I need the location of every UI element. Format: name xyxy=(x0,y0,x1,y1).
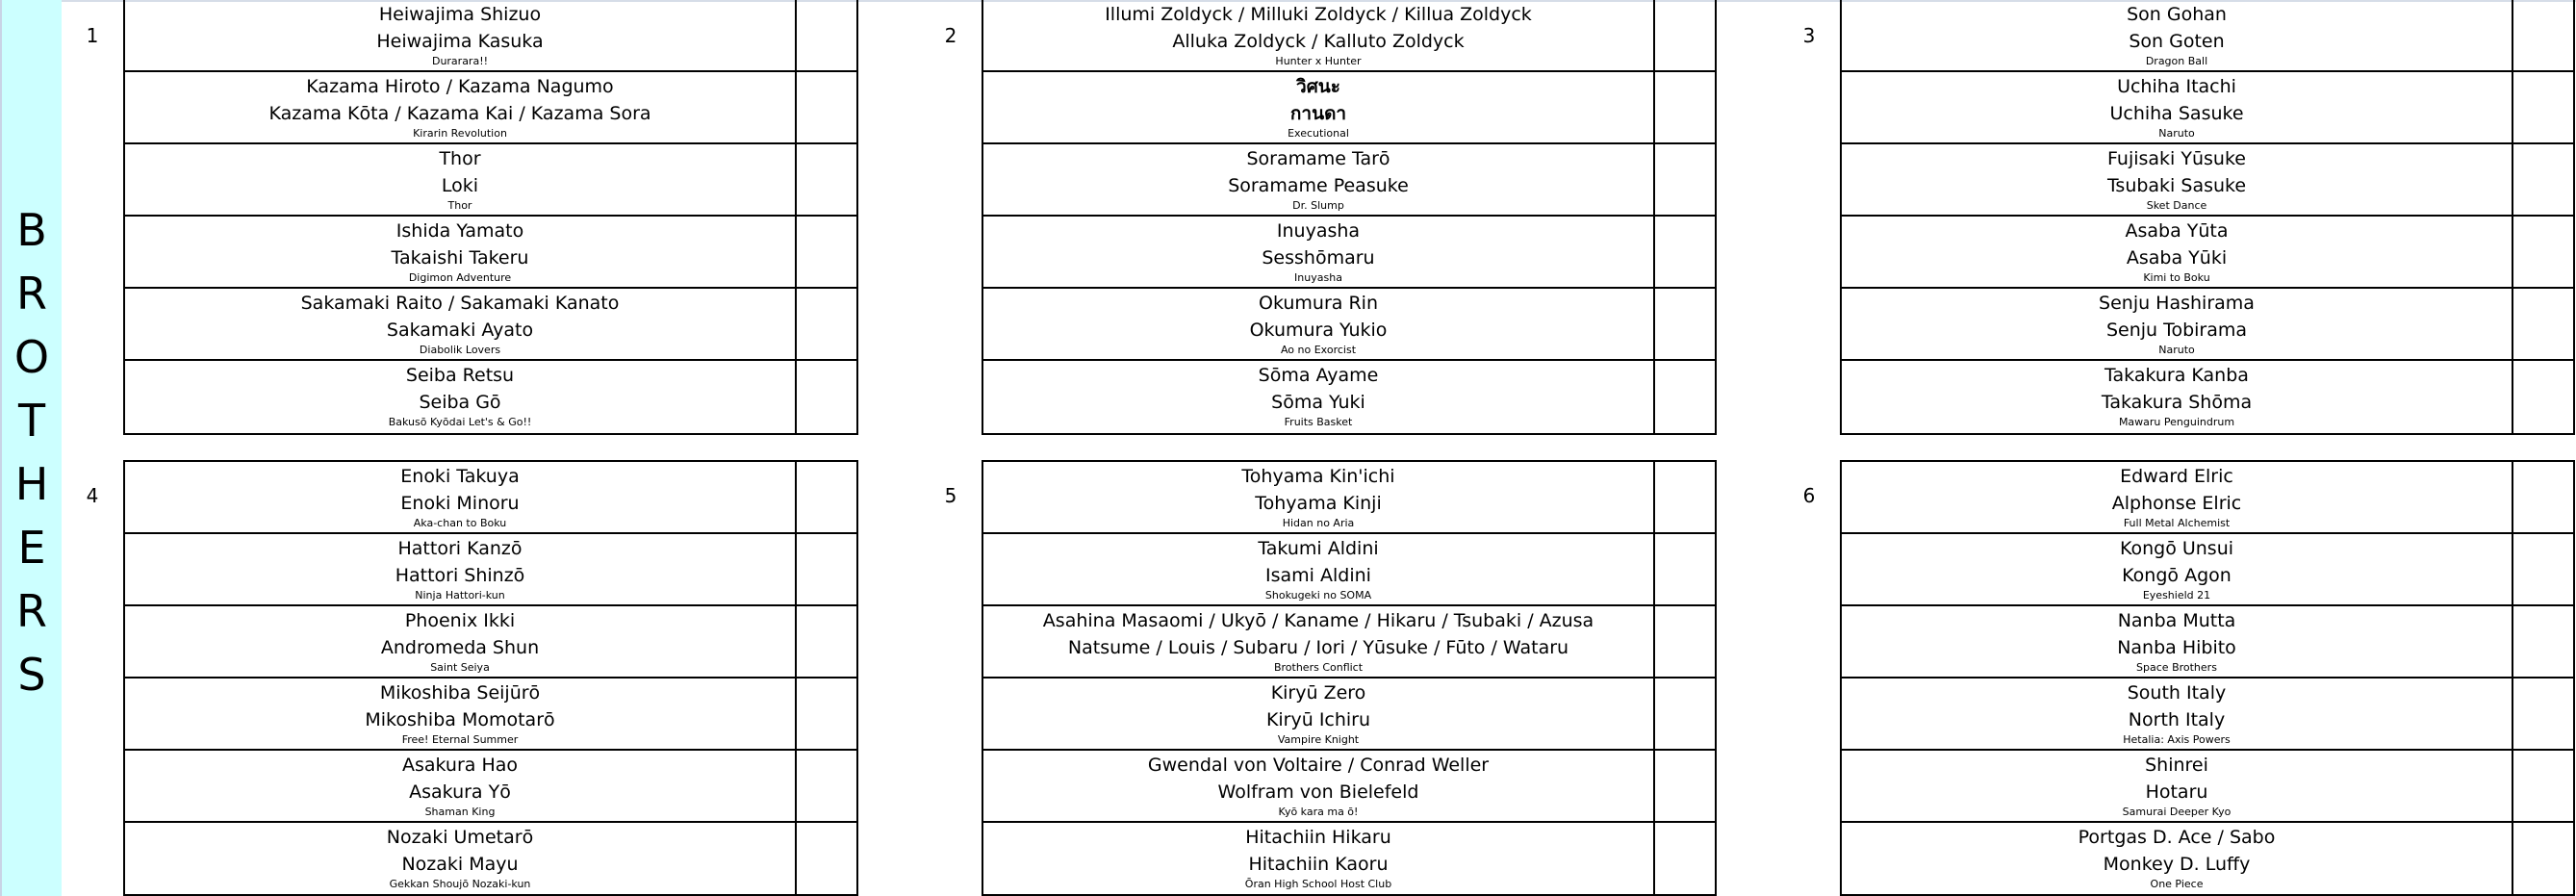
table-row xyxy=(983,72,1715,144)
character-name: Seiba Retsu xyxy=(405,365,515,386)
names-cell xyxy=(1842,217,2513,287)
character-name: Kiryū Zero xyxy=(1270,682,1366,704)
character-name: Son Gohan xyxy=(2127,4,2227,25)
names-cell xyxy=(1842,0,2513,70)
names-cell xyxy=(125,72,797,142)
table-row xyxy=(983,144,1715,217)
table-row xyxy=(125,217,856,289)
series-title: Saint Seiya xyxy=(430,661,490,674)
block-number: 3 xyxy=(1802,24,1816,47)
empty-cell[interactable] xyxy=(2513,0,2573,70)
table-row xyxy=(1842,534,2573,606)
table-row xyxy=(1842,144,2573,217)
series-title: Shaman King xyxy=(424,806,496,818)
character-name: Gwendal von Voltaire / Conrad Weller xyxy=(1147,755,1490,776)
empty-cell[interactable] xyxy=(1655,361,1715,433)
series-title: Ninja Hattori-kun xyxy=(415,589,505,602)
character-name: Uchiha Itachi xyxy=(2117,76,2236,97)
character-name: Nanba Hibito xyxy=(2117,637,2236,658)
series-title: Space Brothers xyxy=(2136,661,2217,674)
table-row xyxy=(125,462,856,534)
table-row xyxy=(983,606,1715,678)
table-row xyxy=(1842,462,2573,534)
series-title: Naruto xyxy=(2158,127,2195,140)
table-row xyxy=(1842,751,2573,823)
names-cell xyxy=(1842,751,2513,821)
character-name: Takakura Shōma xyxy=(2101,392,2253,413)
character-name: Andromeda Shun xyxy=(380,637,540,658)
character-name: Mikoshiba Momotarō xyxy=(365,709,555,730)
series-title: Mawaru Penguindrum xyxy=(2118,416,2235,428)
series-title: Ōran High School Host Club xyxy=(1244,878,1392,890)
series-title: Durarara!! xyxy=(431,55,489,67)
empty-cell[interactable] xyxy=(2513,462,2573,532)
character-name: Uchiha Sasuke xyxy=(2109,103,2244,124)
block-number: 2 xyxy=(944,24,957,47)
character-name: Takumi Aldini xyxy=(1258,538,1379,559)
character-name: Wolfram von Bielefeld xyxy=(1217,781,1419,803)
character-name: Alphonse Elric xyxy=(2111,493,2242,514)
side-title xyxy=(2,198,62,706)
title-letter: H xyxy=(14,458,49,510)
empty-cell[interactable] xyxy=(2513,144,2573,215)
series-title: Aka-chan to Boku xyxy=(413,517,507,529)
character-name: Loki xyxy=(441,175,479,196)
brothers-table-4 xyxy=(123,460,858,896)
names-cell xyxy=(983,678,1655,749)
character-name: Asaba Yūta xyxy=(2125,220,2229,242)
character-name: Heiwajima Kasuka xyxy=(376,31,544,52)
series-title: Hetalia: Axis Powers xyxy=(2123,733,2231,746)
block-number: 6 xyxy=(1802,484,1816,507)
character-name: Natsume / Louis / Subaru / Iori / Yūsuke / Fūto / Wataru xyxy=(1067,637,1569,658)
brothers-table-2 xyxy=(982,0,1717,435)
empty-cell[interactable] xyxy=(797,0,856,70)
empty-cell[interactable] xyxy=(797,144,856,215)
series-title: Sket Dance xyxy=(2146,199,2207,212)
empty-cell[interactable] xyxy=(1655,289,1715,359)
character-name: Fujisaki Yūsuke xyxy=(2107,148,2246,169)
character-name: Inuyasha xyxy=(1276,220,1361,242)
series-title: Kirarin Revolution xyxy=(413,127,507,140)
character-name: Kiryū Ichiru xyxy=(1265,709,1371,730)
names-cell xyxy=(125,144,797,215)
empty-cell[interactable] xyxy=(797,289,856,359)
names-cell xyxy=(1842,606,2513,677)
series-title: Inuyasha xyxy=(1294,271,1342,284)
empty-cell[interactable] xyxy=(1655,217,1715,287)
character-name: Nozaki Mayu xyxy=(401,854,519,875)
empty-cell[interactable] xyxy=(1655,606,1715,677)
names-cell xyxy=(125,606,797,677)
title-letter: S xyxy=(17,649,46,701)
empty-cell[interactable] xyxy=(2513,534,2573,604)
character-name: Kazama Hiroto / Kazama Nagumo xyxy=(306,76,614,97)
series-title: Gekkan Shoujō Nozaki-kun xyxy=(389,878,531,890)
character-name: Hitachiin Kaoru xyxy=(1248,854,1389,875)
names-cell xyxy=(125,217,797,287)
character-name: Portgas D. Ace / Sabo xyxy=(2078,827,2276,848)
series-title: Ao no Exorcist xyxy=(1280,344,1357,356)
title-letter: T xyxy=(17,395,46,447)
side-title-band xyxy=(0,0,62,896)
empty-cell[interactable] xyxy=(1655,72,1715,142)
series-title: Kyō kara ma ō! xyxy=(1278,806,1359,818)
series-title: Bakusō Kyōdai Let's & Go!! xyxy=(388,416,532,428)
empty-cell[interactable] xyxy=(2513,217,2573,287)
series-title: Kimi to Boku xyxy=(2143,271,2210,284)
character-name: Hotaru xyxy=(2145,781,2208,803)
character-name: Enoki Minoru xyxy=(400,493,520,514)
character-name: Illumi Zoldyck / Milluki Zoldyck / Killua Zoldyck xyxy=(1105,4,1532,25)
empty-cell[interactable] xyxy=(797,72,856,142)
table-row xyxy=(983,0,1715,72)
title-letter: B xyxy=(16,204,47,256)
character-name: Kongō Unsui xyxy=(2119,538,2234,559)
series-title: Executional xyxy=(1288,127,1349,140)
empty-cell[interactable] xyxy=(1655,462,1715,532)
character-name: Son Goten xyxy=(2129,31,2225,52)
title-letter: E xyxy=(17,522,46,574)
empty-cell[interactable] xyxy=(1655,823,1715,895)
character-name: Sakamaki Ayato xyxy=(386,320,534,341)
character-name: Takakura Kanba xyxy=(2104,365,2249,386)
empty-cell[interactable] xyxy=(2513,678,2573,749)
table-row xyxy=(1842,823,2573,895)
character-name: Kongō Agon xyxy=(2122,565,2232,586)
series-title: Dragon Ball xyxy=(2145,55,2208,67)
character-name: Phoenix Ikki xyxy=(404,610,516,631)
character-name: Shinrei xyxy=(2145,755,2208,776)
names-cell xyxy=(125,823,797,895)
character-name: Thor xyxy=(439,148,481,169)
series-title: Free! Eternal Summer xyxy=(401,733,519,746)
series-title: Full Metal Alchemist xyxy=(2123,517,2231,529)
table-row xyxy=(983,823,1715,895)
table-row xyxy=(983,462,1715,534)
empty-cell[interactable] xyxy=(1655,534,1715,604)
names-cell xyxy=(1842,462,2513,532)
character-name: Sōma Yuki xyxy=(1271,392,1365,413)
names-cell xyxy=(1842,289,2513,359)
table-row xyxy=(1842,217,2573,289)
empty-cell[interactable] xyxy=(2513,289,2573,359)
character-name: Senju Hashirama xyxy=(2099,293,2255,314)
table-row xyxy=(1842,361,2573,433)
empty-cell[interactable] xyxy=(797,534,856,604)
series-title: Thor xyxy=(447,199,472,212)
character-name: Nanba Mutta xyxy=(2117,610,2236,631)
table-row xyxy=(1842,72,2573,144)
names-cell xyxy=(983,751,1655,821)
character-name: Kazama Kōta / Kazama Kai / Kazama Sora xyxy=(268,103,651,124)
series-title: Naruto xyxy=(2158,344,2195,356)
empty-cell[interactable] xyxy=(1655,0,1715,70)
character-name: North Italy xyxy=(2128,709,2226,730)
names-cell xyxy=(1842,144,2513,215)
character-name: Alluka Zoldyck / Kalluto Zoldyck xyxy=(1172,31,1465,52)
character-name: Hitachiin Hikaru xyxy=(1245,827,1391,848)
table-row xyxy=(125,606,856,678)
table-row xyxy=(1842,0,2573,72)
names-cell xyxy=(983,361,1655,433)
character-name: Asakura Hao xyxy=(401,755,519,776)
table-row xyxy=(125,72,856,144)
character-name: Isami Aldini xyxy=(1265,565,1371,586)
series-title: Hidan no Aria xyxy=(1282,517,1355,529)
block-number: 4 xyxy=(86,484,99,507)
character-name: Soramame Tarō xyxy=(1246,148,1390,169)
title-letter: R xyxy=(16,585,47,637)
table-row xyxy=(125,361,856,433)
character-name: Asakura Yō xyxy=(409,781,511,803)
table-row xyxy=(983,678,1715,751)
series-title: Samurai Deeper Kyo xyxy=(2122,806,2232,818)
names-cell xyxy=(1842,678,2513,749)
empty-cell[interactable] xyxy=(797,606,856,677)
table-row xyxy=(983,361,1715,433)
names-cell xyxy=(983,823,1655,895)
empty-cell[interactable] xyxy=(1655,678,1715,749)
names-cell xyxy=(125,462,797,532)
table-row xyxy=(983,217,1715,289)
block-number: 1 xyxy=(86,24,99,47)
character-name: Seiba Gō xyxy=(419,392,501,413)
names-cell xyxy=(983,144,1655,215)
character-name: Tsubaki Sasuke xyxy=(2106,175,2247,196)
empty-cell[interactable] xyxy=(2513,751,2573,821)
names-cell xyxy=(983,462,1655,532)
character-name: Soramame Peasuke xyxy=(1228,175,1409,196)
block-number: 5 xyxy=(944,484,957,507)
empty-cell[interactable] xyxy=(1655,751,1715,821)
names-cell xyxy=(983,0,1655,70)
character-name: Ishida Yamato xyxy=(395,220,524,242)
names-cell xyxy=(125,289,797,359)
names-cell xyxy=(983,534,1655,604)
character-name: Hattori Kanzō xyxy=(397,538,523,559)
empty-cell[interactable] xyxy=(797,361,856,433)
table-row xyxy=(125,144,856,217)
names-cell xyxy=(1842,534,2513,604)
series-title: Digimon Adventure xyxy=(408,271,512,284)
title-letter: O xyxy=(13,331,50,383)
character-name: Okumura Yukio xyxy=(1249,320,1388,341)
character-name: Nozaki Umetarō xyxy=(386,827,534,848)
table-row xyxy=(125,678,856,751)
series-title: Dr. Slump xyxy=(1292,199,1344,212)
brothers-table-3 xyxy=(1840,0,2575,435)
character-name: Sōma Ayame xyxy=(1258,365,1379,386)
table-row xyxy=(125,823,856,895)
empty-cell[interactable] xyxy=(797,217,856,287)
series-title: Vampire Knight xyxy=(1277,733,1360,746)
table-row xyxy=(125,289,856,361)
character-name: Asaba Yūki xyxy=(2126,247,2228,269)
empty-cell[interactable] xyxy=(797,462,856,532)
title-letter: R xyxy=(16,268,47,320)
character-name: Takaishi Takeru xyxy=(391,247,529,269)
names-cell xyxy=(1842,823,2513,895)
table-row xyxy=(125,534,856,606)
character-name: Senju Tobirama xyxy=(2105,320,2248,341)
names-cell xyxy=(1842,72,2513,142)
table-row xyxy=(125,751,856,823)
table-row xyxy=(1842,606,2573,678)
names-cell xyxy=(125,678,797,749)
character-name: Tohyama Kinji xyxy=(1255,493,1382,514)
empty-cell[interactable] xyxy=(2513,72,2573,142)
series-title: Shokugeki no SOMA xyxy=(1264,589,1372,602)
empty-cell[interactable] xyxy=(797,823,856,895)
empty-cell[interactable] xyxy=(2513,361,2573,433)
character-name: Tohyama Kin'ichi xyxy=(1241,466,1395,487)
character-name: Sakamaki Raito / Sakamaki Kanato xyxy=(300,293,620,314)
character-name: Mikoshiba Seijūrō xyxy=(379,682,541,704)
character-name: Heiwajima Shizuo xyxy=(378,4,542,25)
series-title: Fruits Basket xyxy=(1284,416,1353,428)
character-name: วิศนะ xyxy=(1296,76,1340,97)
table-row xyxy=(1842,289,2573,361)
character-name: Enoki Takuya xyxy=(400,466,520,487)
empty-cell[interactable] xyxy=(1655,144,1715,215)
empty-cell[interactable] xyxy=(2513,823,2573,895)
series-title: Hunter x Hunter xyxy=(1275,55,1362,67)
series-title: Eyeshield 21 xyxy=(2142,589,2211,602)
series-title: Brothers Conflict xyxy=(1273,661,1364,674)
table-row xyxy=(1842,678,2573,751)
names-cell xyxy=(983,217,1655,287)
names-cell xyxy=(983,289,1655,359)
character-name: South Italy xyxy=(2127,682,2227,704)
table-row xyxy=(983,751,1715,823)
names-cell xyxy=(125,0,797,70)
character-name: Hattori Shinzō xyxy=(395,565,525,586)
series-title: Diabolik Lovers xyxy=(419,344,501,356)
character-name: Edward Elric xyxy=(2120,466,2233,487)
empty-cell[interactable] xyxy=(797,678,856,749)
table-row xyxy=(125,0,856,72)
empty-cell[interactable] xyxy=(797,751,856,821)
character-name: Asahina Masaomi / Ukyō / Kaname / Hikaru / Tsubaki / Azusa xyxy=(1042,610,1594,631)
names-cell xyxy=(983,606,1655,677)
brothers-table-6 xyxy=(1840,460,2575,896)
character-name: กานดา xyxy=(1289,103,1347,124)
series-title: One Piece xyxy=(2150,878,2204,890)
brothers-table-1 xyxy=(123,0,858,435)
names-cell xyxy=(1842,361,2513,433)
character-name: Monkey D. Luffy xyxy=(2103,854,2251,875)
table-row xyxy=(983,289,1715,361)
brothers-table-5 xyxy=(982,460,1717,896)
table-row xyxy=(983,534,1715,606)
empty-cell[interactable] xyxy=(2513,606,2573,677)
names-cell xyxy=(125,361,797,433)
character-name: Sesshōmaru xyxy=(1262,247,1375,269)
character-name: Okumura Rin xyxy=(1259,293,1378,314)
names-cell xyxy=(125,534,797,604)
names-cell xyxy=(983,72,1655,142)
names-cell xyxy=(125,751,797,821)
